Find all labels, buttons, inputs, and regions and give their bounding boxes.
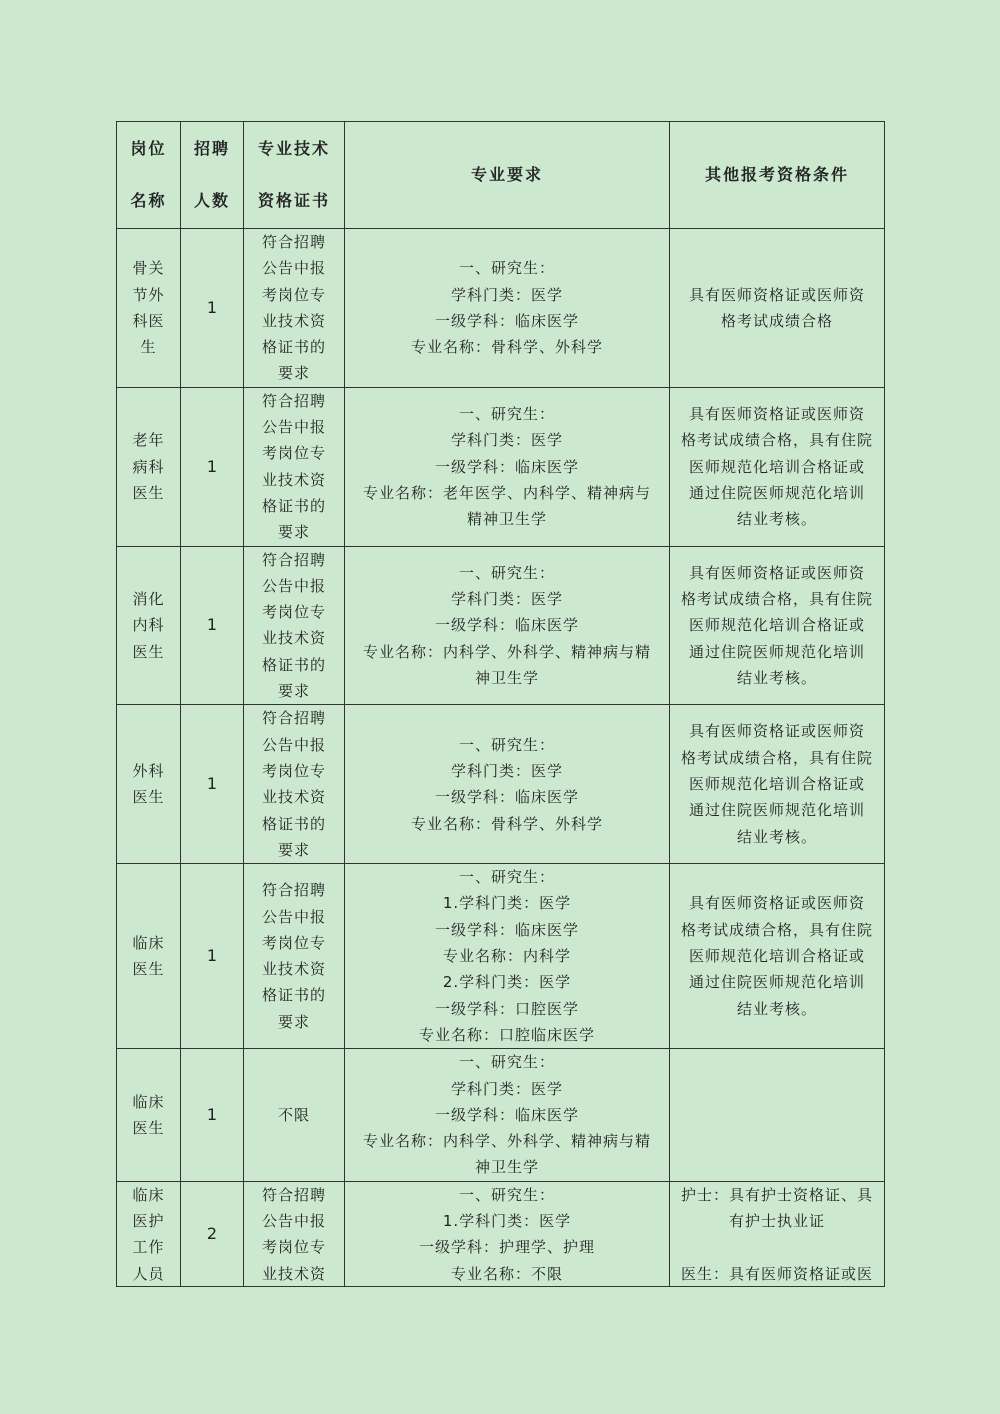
post-name-cell-line: 人员 <box>132 1264 165 1283</box>
major-cell-content <box>349 1182 665 1286</box>
cert-cell-line: 业技术资 <box>261 960 326 979</box>
other-cell-line: 有护士执业证 <box>728 1211 825 1230</box>
post-name-cell-line: 医生 <box>132 960 165 979</box>
major-cell-line: 一、研究生： <box>458 259 555 278</box>
cert-cell-line: 要求 <box>277 1012 310 1031</box>
other-cell-line: 医生：具有医师资格证或医 <box>680 1264 873 1283</box>
cert-cell-line: 考岗位专 <box>261 285 326 304</box>
major-cell-line: 学科门类：医学 <box>450 761 563 780</box>
major-cell-line: 一、研究生： <box>458 1053 555 1072</box>
post-name-cell-content <box>121 1182 176 1286</box>
cert-cell-line: 业技术资 <box>261 1264 326 1283</box>
other-cell-line: 医师规范化培训合格证或 <box>688 775 865 794</box>
cert-cell-line: 符合招聘 <box>261 881 326 900</box>
cert-cell <box>244 1049 345 1181</box>
table-header-row <box>117 122 885 229</box>
other-cell-line: 医师规范化培训合格证或 <box>688 947 865 966</box>
major-cell-line: 一级学科：临床医学 <box>434 616 579 635</box>
major-cell-line: 神卫生学 <box>474 668 539 687</box>
major-cell <box>345 705 670 864</box>
header-cert <box>244 122 345 229</box>
other-cell <box>670 864 885 1049</box>
major-cell-line: 学科门类：医学 <box>450 431 563 450</box>
header-major: 专业要求 <box>345 122 670 229</box>
major-cell-line: 一级学科：口腔医学 <box>434 999 579 1018</box>
cert-cell-line: 符合招聘 <box>261 1185 326 1204</box>
header-count-line: 人数 <box>193 191 230 210</box>
other-cell-line: 结业考核。 <box>736 999 817 1018</box>
count-cell <box>181 705 244 864</box>
other-cell-line: 具有医师资格证或医师资 <box>688 285 865 304</box>
count-cell-line: 1 <box>206 1104 218 1124</box>
post-name-cell <box>117 387 181 546</box>
cert-cell-line: 要求 <box>277 364 310 383</box>
major-cell-line: 专业名称：骨科学、外科学 <box>410 814 603 833</box>
cert-cell-line: 业技术资 <box>261 470 326 489</box>
other-cell-line: 结业考核。 <box>736 510 817 529</box>
table-row <box>117 546 885 705</box>
cert-cell-line: 公告中报 <box>261 418 326 437</box>
major-cell <box>345 229 670 388</box>
other-cell-line: 通过住院医师规范化培训 <box>688 483 865 502</box>
count-cell-line: 2 <box>206 1223 218 1243</box>
cert-cell-line: 业技术资 <box>261 311 326 330</box>
table-row <box>117 864 885 1049</box>
cert-cell <box>244 229 345 388</box>
post-name-cell-line: 节外 <box>132 285 165 304</box>
major-cell-line: 一级学科：临床医学 <box>434 311 579 330</box>
post-name-cell-line: 骨关 <box>132 259 165 278</box>
count-cell-line: 1 <box>206 774 218 794</box>
post-name-cell-line: 工作 <box>132 1238 165 1257</box>
major-cell <box>345 864 670 1049</box>
count-cell-line: 1 <box>206 456 218 476</box>
cert-cell-line: 符合招聘 <box>261 550 326 569</box>
major-cell <box>345 1181 670 1286</box>
cert-cell-line: 符合招聘 <box>261 233 326 251</box>
major-cell-line: 一级学科：临床医学 <box>434 788 579 807</box>
recruitment-table <box>116 121 885 1287</box>
other-cell <box>670 387 885 546</box>
post-name-cell-line: 临床 <box>132 933 165 952</box>
major-cell-line: 一级学科：临床医学 <box>434 1105 579 1124</box>
post-name-cell-line: 科医 <box>132 311 165 330</box>
other-cell-line: 结业考核。 <box>736 668 817 687</box>
cert-cell-line: 要求 <box>277 523 310 542</box>
major-cell-line: 一级学科：护理学、护理 <box>418 1238 595 1257</box>
other-cell-line: 格考试成绩合格 <box>720 311 833 330</box>
cert-cell-line: 考岗位专 <box>261 761 326 780</box>
post-name-cell-line: 内科 <box>132 616 165 635</box>
cert-cell-content <box>248 1182 340 1286</box>
cert-cell-line: 符合招聘 <box>261 709 326 728</box>
post-name-cell <box>117 705 181 864</box>
other-cell-content <box>674 1182 880 1286</box>
major-cell <box>345 1049 670 1181</box>
cert-cell-line: 要求 <box>277 682 310 701</box>
cert-cell-line: 公告中报 <box>261 735 326 754</box>
table-row <box>117 229 885 388</box>
major-cell-line: 一、研究生： <box>458 868 555 887</box>
other-cell-line: 具有医师资格证或医师资 <box>688 722 865 741</box>
cert-cell-line: 符合招聘 <box>261 391 326 410</box>
post-name-cell-line: 病科 <box>132 457 165 476</box>
other-cell <box>670 229 885 388</box>
cert-cell-line: 格证书的 <box>261 986 326 1005</box>
major-cell <box>345 546 670 705</box>
header-cert-line: 资格证书 <box>257 191 330 210</box>
count-cell <box>181 546 244 705</box>
major-cell-line: 专业名称：不限 <box>450 1264 563 1283</box>
other-cell <box>670 1049 885 1181</box>
post-name-cell-line: 医生 <box>132 788 165 807</box>
header-post-name-line: 名称 <box>130 191 167 210</box>
major-cell-line: 一、研究生： <box>458 735 555 754</box>
major-cell-line: 2.学科门类：医学 <box>442 973 572 992</box>
table-body <box>117 229 885 1287</box>
other-cell <box>670 546 885 705</box>
cert-cell <box>244 387 345 546</box>
post-name-cell-line: 外科 <box>132 761 165 780</box>
major-cell <box>345 387 670 546</box>
major-cell-line: 一、研究生： <box>458 404 555 423</box>
other-cell <box>670 1181 885 1286</box>
post-name-cell <box>117 546 181 705</box>
count-cell <box>181 1049 244 1181</box>
cert-cell-line: 业技术资 <box>261 788 326 807</box>
other-cell-line: 医师规范化培训合格证或 <box>688 616 865 635</box>
other-cell-line: 格考试成绩合格，具有住院 <box>680 431 873 450</box>
major-cell-line: 专业名称：老年医学、内科学、精神病与 <box>362 483 651 502</box>
cert-cell-line: 考岗位专 <box>261 444 326 463</box>
cert-cell-line: 公告中报 <box>261 259 326 278</box>
post-name-cell-line: 生 <box>140 338 157 357</box>
major-cell-line: 专业名称：内科学 <box>442 947 571 966</box>
table-row <box>117 387 885 546</box>
post-name-cell-line: 医生 <box>132 1118 165 1137</box>
post-name-cell-line: 临床 <box>132 1092 165 1111</box>
other-cell-line: 具有医师资格证或医师资 <box>688 894 865 913</box>
header-other: 其他报考资格条件 <box>670 122 885 229</box>
cert-cell-line: 考岗位专 <box>261 933 326 952</box>
cert-cell <box>244 546 345 705</box>
major-cell-line: 学科门类：医学 <box>450 1079 563 1098</box>
post-name-cell <box>117 1049 181 1181</box>
other-cell-line: 通过住院医师规范化培训 <box>688 642 865 661</box>
cert-cell-line: 格证书的 <box>261 496 326 515</box>
other-cell-line: 医师规范化培训合格证或 <box>688 457 865 476</box>
cert-cell-line: 格证书的 <box>261 814 326 833</box>
post-name-cell-line: 消化 <box>132 590 165 608</box>
count-cell-line: 1 <box>206 615 218 635</box>
other-cell-line: 格考试成绩合格，具有住院 <box>680 590 873 608</box>
cert-cell-line: 公告中报 <box>261 576 326 595</box>
other-cell-line: 结业考核。 <box>736 827 817 846</box>
cert-cell-line: 公告中报 <box>261 1211 326 1230</box>
cert-cell-line: 业技术资 <box>261 629 326 648</box>
major-cell-line: 精神卫生学 <box>466 510 547 529</box>
post-name-cell-line: 医生 <box>132 642 165 661</box>
cert-cell-line: 考岗位专 <box>261 1238 326 1257</box>
major-cell-line: 一级学科：临床医学 <box>434 457 579 476</box>
other-cell-line <box>674 1234 880 1260</box>
major-cell-line: 学科门类：医学 <box>450 285 563 304</box>
cert-cell-line: 考岗位专 <box>261 603 326 622</box>
other-cell-line: 护士：具有护士资格证、具 <box>680 1185 873 1204</box>
header-count <box>181 122 244 229</box>
cert-cell <box>244 1181 345 1286</box>
count-cell-line: 1 <box>206 946 218 966</box>
cert-cell-line: 格证书的 <box>261 338 326 357</box>
post-name-cell <box>117 229 181 388</box>
major-cell-line: 专业名称：内科学、外科学、精神病与精 <box>362 1132 651 1151</box>
count-cell <box>181 1181 244 1286</box>
cert-cell-line: 不限 <box>277 1105 310 1124</box>
major-cell-line: 1.学科门类：医学 <box>442 1211 572 1230</box>
count-cell-line: 1 <box>206 297 218 317</box>
header-post-name <box>117 122 181 229</box>
major-cell-line: 一、研究生： <box>458 1185 555 1204</box>
post-name-cell-line: 医生 <box>132 483 165 502</box>
header-post-name-line: 岗位 <box>130 139 167 158</box>
count-cell <box>181 229 244 388</box>
major-cell-line: 专业名称：骨科学、外科学 <box>410 338 603 357</box>
table-row <box>117 705 885 864</box>
table-row <box>117 1049 885 1181</box>
cert-cell-line: 公告中报 <box>261 907 326 926</box>
post-name-cell-line: 临床 <box>132 1185 165 1204</box>
cert-cell <box>244 864 345 1049</box>
post-name-cell-line: 医护 <box>132 1211 165 1230</box>
major-cell-line: 神卫生学 <box>474 1158 539 1177</box>
major-cell-line: 一、研究生： <box>458 563 555 582</box>
major-cell-line: 学科门类：医学 <box>450 590 563 608</box>
count-cell <box>181 864 244 1049</box>
header-cert-line: 专业技术 <box>257 139 330 158</box>
other-cell-line: 通过住院医师规范化培训 <box>688 801 865 820</box>
other-cell-line: 具有医师资格证或医师资 <box>688 563 865 582</box>
other-cell-line: 格考试成绩合格，具有住院 <box>680 920 873 939</box>
post-name-cell <box>117 864 181 1049</box>
other-cell-line: 通过住院医师规范化培训 <box>688 973 865 992</box>
cert-cell-line: 要求 <box>277 840 310 859</box>
cert-cell <box>244 705 345 864</box>
other-cell-line: 格考试成绩合格，具有住院 <box>680 748 873 767</box>
post-name-cell-line: 老年 <box>132 431 165 450</box>
table-row <box>117 1181 885 1286</box>
post-name-cell <box>117 1181 181 1286</box>
other-cell-line: 具有医师资格证或医师资 <box>688 404 865 423</box>
major-cell-line: 1.学科门类：医学 <box>442 894 572 913</box>
major-cell-line: 专业名称：口腔临床医学 <box>418 1025 595 1044</box>
cert-cell-line: 格证书的 <box>261 655 326 674</box>
other-cell <box>670 705 885 864</box>
major-cell-line: 一级学科：临床医学 <box>434 920 579 939</box>
header-count-line: 招聘 <box>193 139 230 158</box>
count-cell <box>181 387 244 546</box>
major-cell-line: 专业名称：内科学、外科学、精神病与精 <box>362 642 651 661</box>
